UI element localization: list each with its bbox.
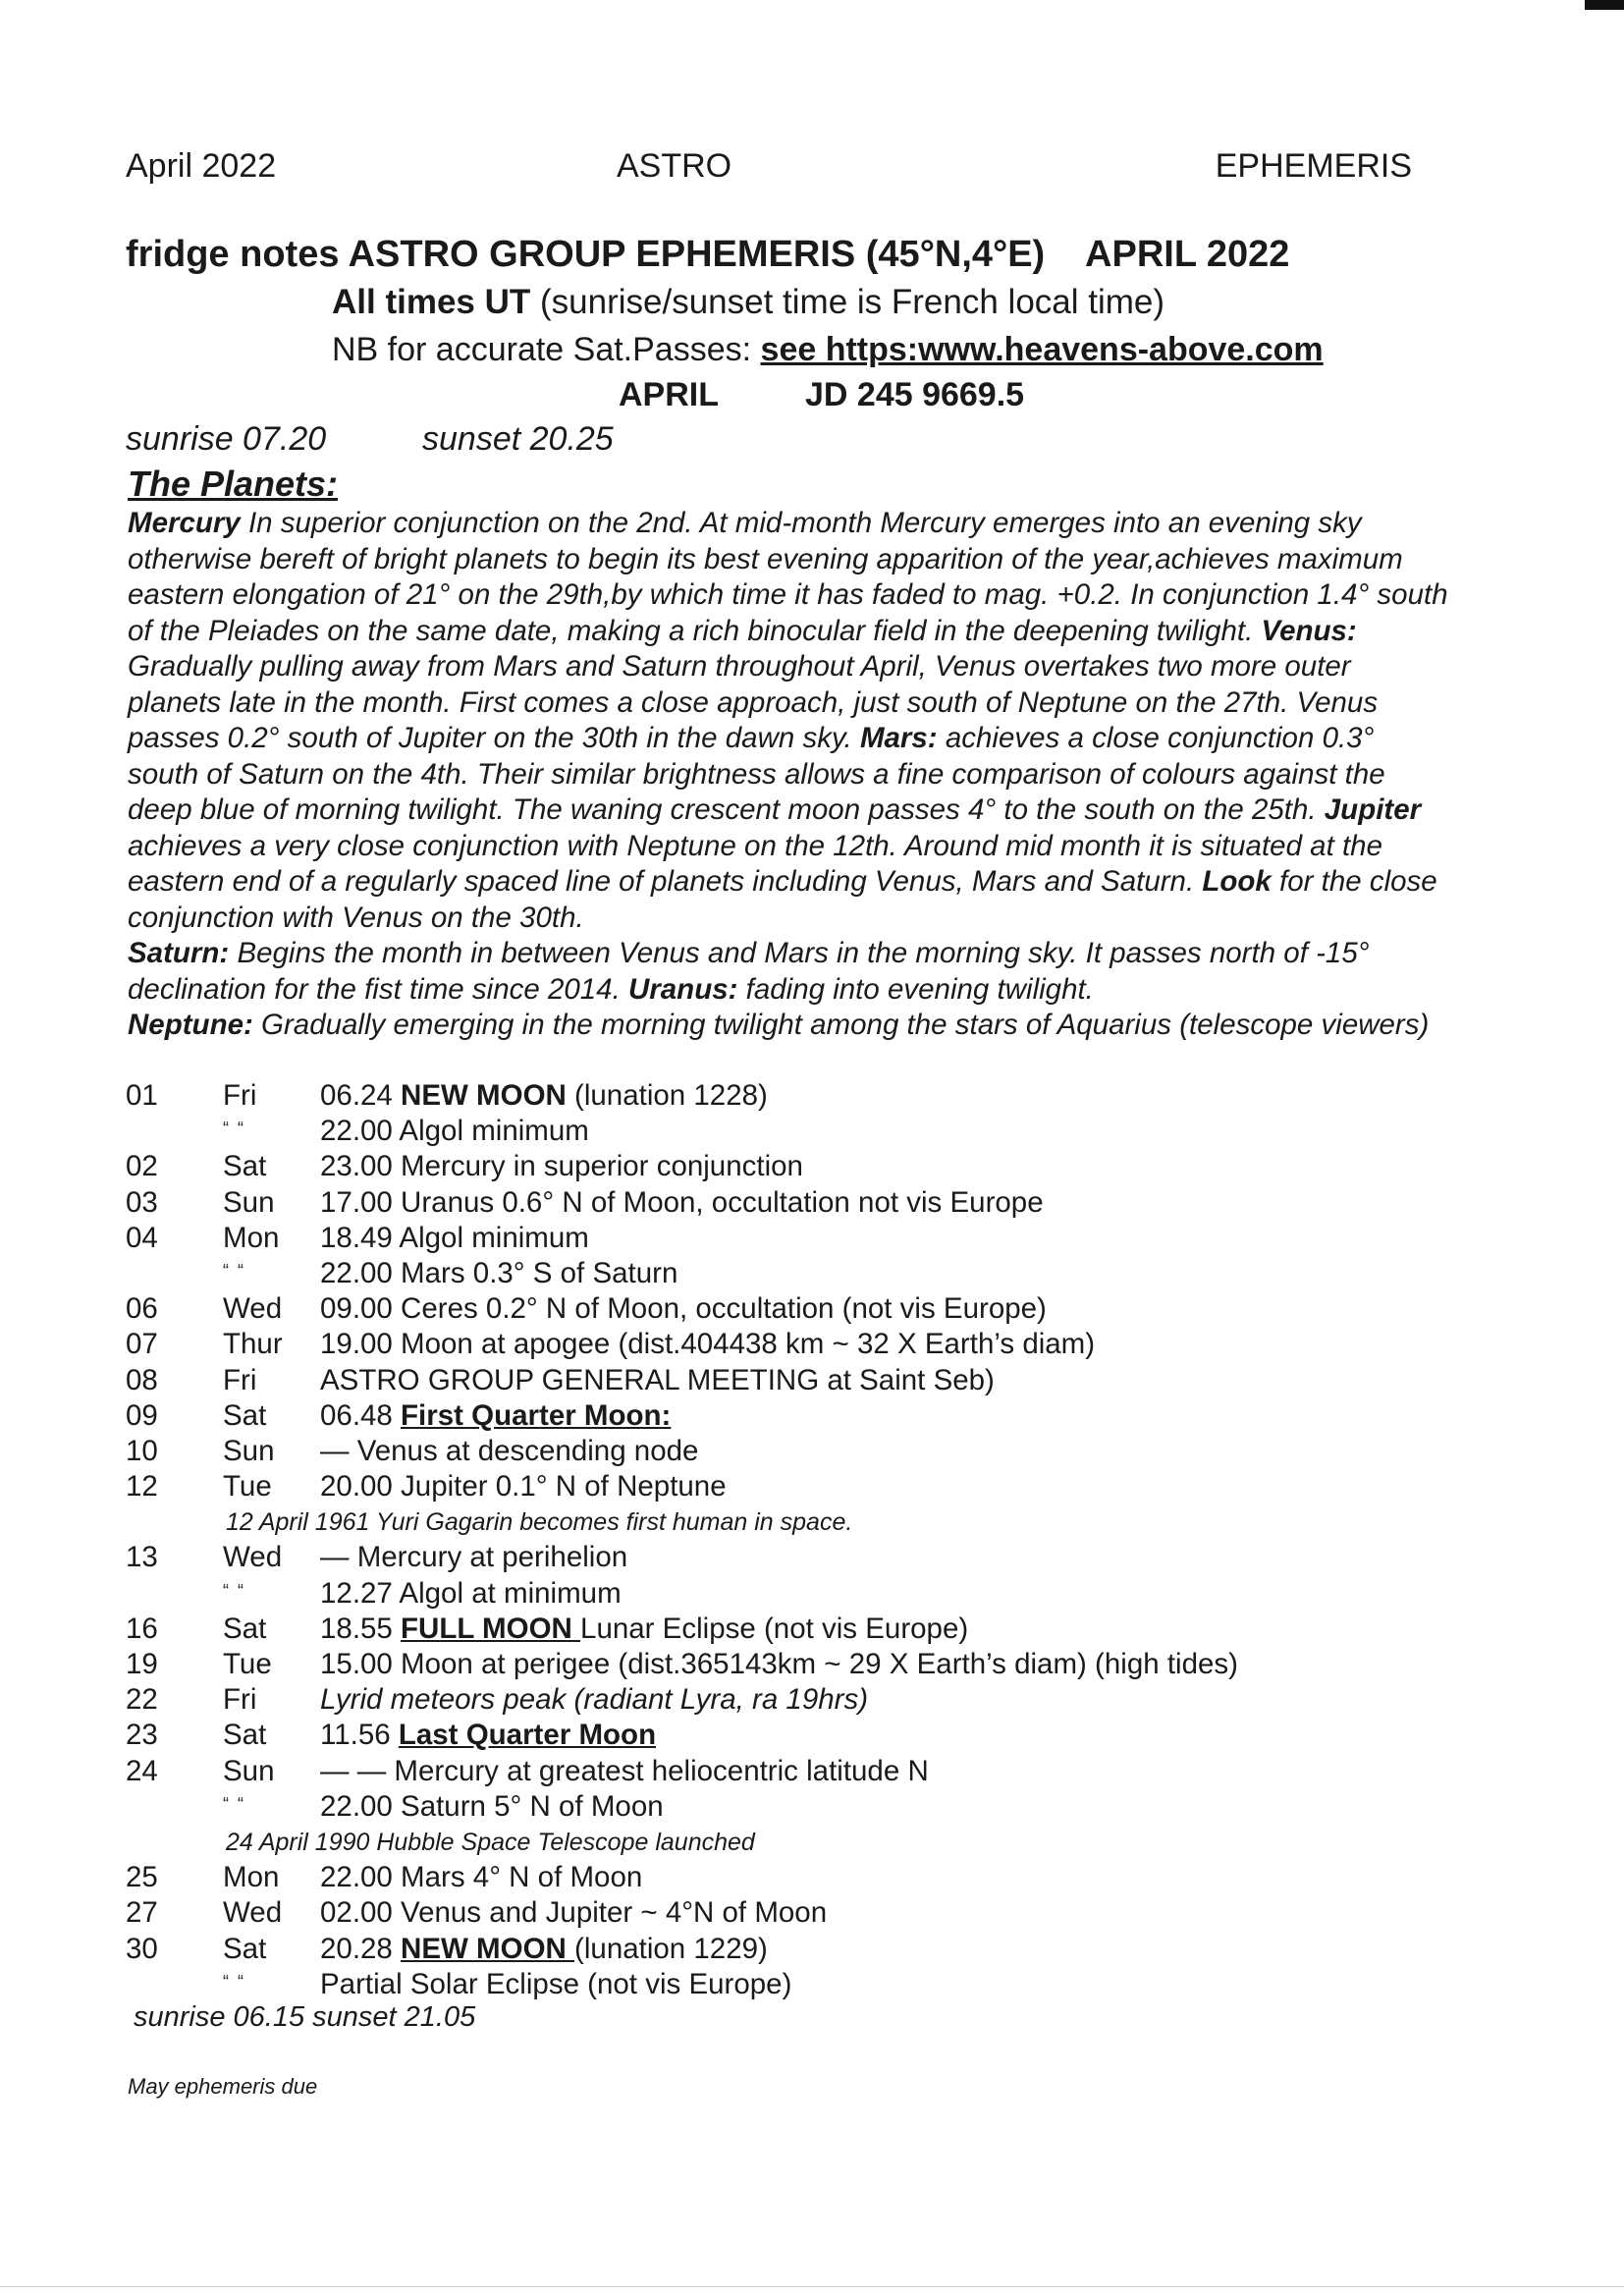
planet-mercury-text: In superior conjunction on the 2nd. At mid-month Mercury emerges into an evening sky otherwise bereft of bright planets to begin its best evening apparition of the year,achieves maximum eastern elongation of 21° on the 29th,by which time it has faded to mag. +0.2. In conjunction 1.4° south of the Pleiades on the same date, making a rich binocular field in the deepening twilight. [128,507,1448,647]
event-text: Lunar Eclipse (not vis Europe) [580,1612,969,1645]
event-text: (lunation 1229) [574,1932,768,1965]
scan-edge-mark [1585,0,1624,10]
event-text: Jupiter 0.1° N of Neptune [401,1470,727,1503]
ditto-mark: “ “ [223,1793,245,1814]
event-weekday: Mon [223,1221,280,1254]
event-detail [320,1789,664,1825]
page-header [126,147,1412,187]
planet-venus-name: Venus: [1261,614,1357,647]
event-day: 25 [126,1861,158,1894]
event-row [0,1363,1624,1398]
planet-saturn-text: Begins the month in between Venus and Mars in the morning sky. It passes north of -15° declination for the fist time since 2014. [128,937,1370,1006]
event-text: Mars 4° N of Moon [401,1861,643,1894]
planet-mercury-name: Mercury [128,507,241,539]
event-row [0,1967,1624,2002]
event-detail [320,1114,589,1149]
event-day: 09 [126,1398,158,1432]
event-detail [320,1078,768,1114]
event-time: 11.56 [320,1719,391,1752]
event-note [0,1504,1624,1540]
event-detail [320,1327,1095,1362]
event-text: ASTRO GROUP GENERAL MEETING at Saint Seb) [320,1363,995,1396]
event-time: 17.00 [320,1185,393,1219]
event-highlight: Last Quarter Moon [398,1719,657,1752]
sun-times-start [126,420,614,459]
ditto-mark: “ “ [223,1119,245,1139]
event-weekday: Sat [223,1932,267,1965]
event-weekday: Wed [223,1896,283,1930]
event-weekday: Wed [223,1292,283,1326]
satellite-note-prefix: NB for accurate Sat.Passes: [332,331,761,368]
event-detail [320,1256,677,1291]
event-detail [320,1860,642,1895]
event-day: 19 [126,1648,158,1680]
event-day: 10 [126,1434,158,1467]
planet-neptune-text: Gradually emerging in the morning twilight among the stars of Aquarius (telescope viewers) [252,1009,1430,1041]
event-highlight: NEW MOON [401,1079,567,1112]
event-day: 23 [126,1719,158,1752]
event-day: 13 [126,1541,158,1574]
event-time: 19.00 [320,1328,393,1361]
event-time: 22.00 [320,1789,393,1823]
event-detail [320,1469,727,1504]
event-row [0,1291,1624,1327]
event-row [0,1078,1624,1114]
sunrise-start: sunrise 07.20 [126,420,327,458]
event-weekday: Wed [223,1541,283,1574]
event-time: 23.00 [320,1150,393,1183]
header-date: April 2022 [126,147,277,185]
event-row [0,1149,1624,1184]
event-text: Algol at minimum [399,1576,622,1610]
planet-uranus-name: Uranus: [627,972,738,1006]
event-ditto-cell [223,1114,245,1152]
month-label: APRIL [619,376,719,413]
event-day: 01 [126,1079,158,1112]
event-weekday: Tue [223,1470,272,1503]
planets-heading: The Planets: [128,464,339,504]
event-day: 22 [126,1683,158,1717]
planet-mars-name: Mars: [859,722,938,754]
event-text: Algol minimum [399,1115,589,1148]
event-row [0,1221,1624,1256]
event-row [0,1789,1624,1825]
event-text: Moon at perigee (dist.365143km ~ 29 X Earth’s diam) (high tides) [401,1648,1238,1680]
event-detail [320,1221,589,1256]
planet-venus-text: Gradually pulling away from Mars and Saturn throughout April, Venus overtakes two more outer planets late in the month. First comes a close approach, just south of Neptune on the 27th. Venus passes 0.2° south of Jupiter on the 30th in the dawn sky. [128,650,1379,754]
event-weekday: Mon [223,1861,280,1894]
footer-note: May ephemeris due [128,2074,318,2099]
event-row [0,1327,1624,1362]
event-time: 22.00 [320,1861,393,1894]
event-time: 12.27 [320,1576,393,1610]
event-weekday: Sat [223,1719,267,1752]
heavens-above-link[interactable]: see https:www.heavens-above.com [760,331,1324,368]
times-note [332,283,1164,322]
header-group: ASTRO [617,147,732,185]
look-text: for the close conjunction with Venus on the 30th. [128,865,1437,934]
event-detail [320,1185,1044,1221]
event-row [0,1860,1624,1895]
event-text: — Venus at descending node [320,1434,699,1467]
event-detail [320,1612,968,1647]
event-row [0,1612,1624,1647]
event-day: 02 [126,1150,158,1183]
event-row [0,1754,1624,1789]
event-detail [320,1149,803,1184]
event-row [0,1895,1624,1931]
event-row [0,1434,1624,1469]
event-highlight: First Quarter Moon: [401,1398,672,1432]
event-text: Mars 0.3° S of Saturn [401,1256,678,1289]
event-row [0,1469,1624,1504]
event-row [0,1256,1624,1291]
event-text: (lunation 1228) [566,1079,768,1112]
planet-mars-text: achieves a close conjunction 0.3° south of Saturn on the 4th. Their similar brightness allows a fine comparison of colours against the deep blue of morning twilight. The waning crescent moon passes 4° to the south on the 25th. [128,722,1385,826]
event-weekday: Sat [223,1398,267,1432]
event-day: 07 [126,1328,158,1361]
event-time: 18.49 [320,1221,393,1254]
event-note-text: 12 April 1961 Yuri Gagarin becomes first human in space. [226,1508,853,1537]
event-ditto-cell [223,1576,245,1614]
planet-saturn-name: Saturn: [128,937,230,969]
event-time: 18.55 [320,1612,393,1645]
event-time: 15.00 [320,1648,393,1680]
document-title: fridge notes ASTRO GROUP EPHEMERIS (45°N,4°E) APRIL 2022 [126,234,1290,275]
event-weekday: Fri [223,1363,257,1396]
event-weekday: Tue [223,1648,272,1680]
event-weekday: Fri [223,1683,257,1717]
event-text: Mercury in superior conjunction [401,1150,803,1183]
event-weekday: Sat [223,1150,267,1183]
event-row [0,1185,1624,1221]
event-detail [320,1967,791,2002]
event-detail [320,1434,698,1469]
event-ditto-cell [223,1789,245,1828]
event-day: 16 [126,1612,158,1645]
event-row [0,1682,1624,1718]
event-text: Moon at apogee (dist.404438 km ~ 32 X Earth’s diam) [401,1328,1096,1361]
event-detail [320,1647,1238,1682]
event-day: 03 [126,1185,158,1219]
event-detail [320,1682,868,1718]
planet-uranus-text: fading into evening twilight. [737,972,1094,1006]
event-detail [320,1754,929,1789]
event-weekday: Sat [223,1612,267,1645]
event-text: Uranus 0.6° N of Moon, occultation not vis Europe [401,1185,1044,1219]
event-text: Saturn 5° N of Moon [401,1789,664,1823]
julian-date: JD 245 9669.5 [805,376,1025,413]
ditto-mark: “ “ [223,1580,245,1601]
event-text: — Mercury at perihelion [320,1541,628,1574]
events-list [0,1078,1624,2002]
event-ditto-cell [223,1256,245,1294]
event-day: 06 [126,1292,158,1326]
event-day: 24 [126,1754,158,1787]
event-detail [320,1576,622,1612]
times-note-bold: All times UT [332,283,531,321]
event-detail [320,1540,627,1575]
event-detail [320,1363,995,1398]
event-time: 06.48 [320,1398,393,1432]
planet-neptune-name: Neptune: [128,1009,253,1041]
event-row [0,1932,1624,1967]
planet-jupiter-name: Jupiter [1324,793,1422,826]
event-highlight: FULL MOON [401,1612,581,1645]
month-line [619,376,1024,414]
planets-paragraph [128,506,1448,1044]
event-row [0,1647,1624,1682]
event-weekday: Fri [223,1079,257,1112]
event-day: 04 [126,1221,158,1254]
event-text: Partial Solar Eclipse (not vis Europe) [320,1967,792,2000]
times-note-rest: (sunrise/sunset time is French local time) [530,283,1165,321]
event-weekday: Sun [223,1754,275,1787]
event-weekday: Thur [223,1328,283,1361]
event-time: 22.00 [320,1256,393,1289]
event-note-text: 24 April 1990 Hubble Space Telescope launched [226,1828,755,1856]
look-word: Look [1202,865,1272,898]
event-row [0,1540,1624,1575]
satellite-note [332,331,1324,369]
event-time: 22.00 [320,1115,393,1148]
event-text: — — Mercury at greatest heliocentric latitude N [320,1754,929,1787]
event-row [0,1718,1624,1753]
event-detail [320,1398,671,1434]
event-time: 09.00 [320,1292,393,1326]
event-time: 06.24 [320,1079,393,1112]
event-weekday: Sun [223,1185,275,1219]
event-text: Venus and Jupiter ~ 4°N of Moon [401,1896,828,1930]
event-text: Ceres 0.2° N of Moon, occultation (not vis Europe) [401,1292,1047,1326]
event-day: 08 [126,1363,158,1396]
page-bottom-edge [0,2286,1624,2287]
event-row [0,1114,1624,1149]
event-detail [320,1718,656,1753]
sun-times-end: sunrise 06.15 sunset 21.05 [134,2001,476,2033]
event-day: 12 [126,1470,158,1503]
event-ditto-cell [223,1967,245,2005]
event-row [0,1576,1624,1612]
planet-jupiter-text: achieves a very close conjunction with Neptune on the 12th. Around mid month it is situated at the eastern end of a regularly spaced line of planets including Venus, Mars and Saturn. [128,829,1382,898]
event-note [0,1825,1624,1860]
event-italic-text: Lyrid meteors peak (radiant Lyra, ra 19hrs) [320,1683,869,1717]
event-time: 02.00 [320,1896,393,1930]
event-detail [320,1895,827,1931]
event-weekday: Sun [223,1434,275,1467]
event-text: Algol minimum [399,1221,589,1254]
event-time: 20.28 [320,1932,393,1965]
event-row [0,1398,1624,1434]
sunset-start: sunset 20.25 [422,420,614,458]
event-day: 27 [126,1896,158,1930]
header-doc-type: EPHEMERIS [1215,147,1412,185]
ditto-mark: “ “ [223,1971,245,1992]
event-time: 20.00 [320,1470,393,1503]
event-highlight: NEW MOON [401,1932,575,1965]
event-detail [320,1291,1047,1327]
event-detail [320,1932,768,1967]
event-day: 30 [126,1932,158,1965]
ditto-mark: “ “ [223,1260,245,1281]
